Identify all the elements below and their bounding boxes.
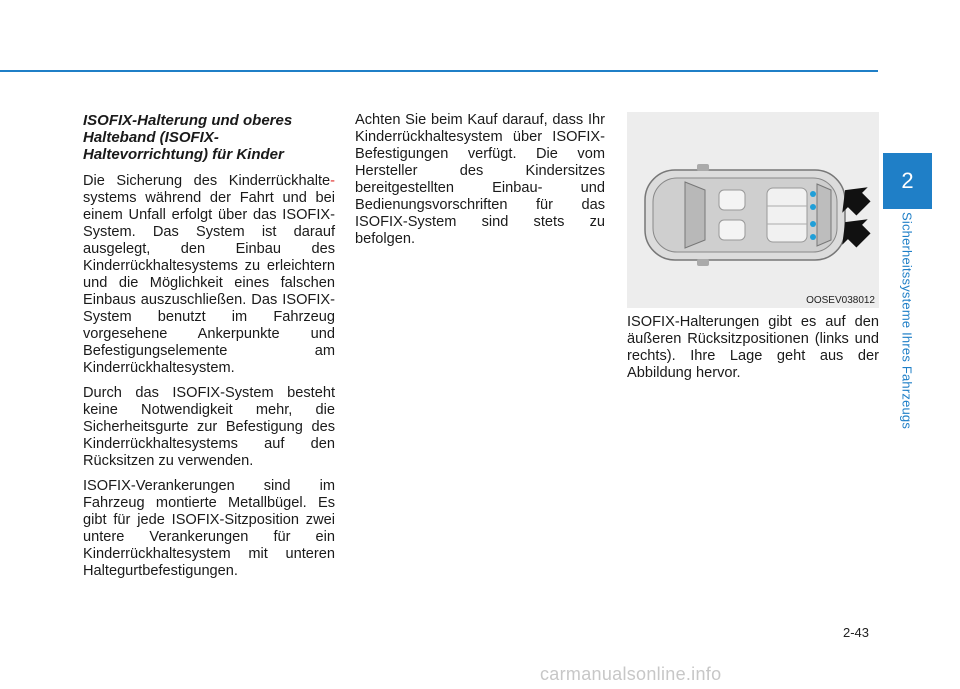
page-number: 2-43 [843,625,870,640]
chapter-tab [883,153,932,209]
chapter-title: Sicherheitssysteme Ihres Fahrzeugs [899,212,915,430]
column-middle [355,112,605,256]
chapter-title-vertical [897,212,917,472]
paragraph: Achten Sie beim Kauf darauf, dass Ihr Kinderrückhaltesystem über ISOFIX-Befestigungen verfügt. Die vom Hersteller des Kindersitzes bereitgestellten Einbau- und Bedienungsvorschriften für das ISOFIX-System sind stets zu befolgen. [355,112,605,247]
chapter-number: 2 [901,168,914,193]
paragraph: Durch das ISOFIX-System besteht keine Notwendigkeit mehr, die Sicherheitsgurte zur Befestigung des Kinderrückhaltesystems auf den Rücksitzen zu verwenden. [83,385,335,469]
paragraph: ISOFIX-Halterungen gibt es auf den äußeren Rücksitzpositionen (links und rechts). Ihre Lage geht aus der Abbildung hervor. [627,314,879,381]
hyphen-mark: - [330,173,335,189]
figure-car-isofix [627,112,879,308]
paragraph: ISOFIX-Verankerungen sind im Fahrzeug montierte Metallbügel. Es gibt für jede ISOFIX-Sitzposition zwei untere Verankerungen für ein Kinderrückhaltesystem mit unteren Haltegurtbefestigungen. [83,478,335,579]
section-heading: ISOFIX-Halterung und oberes Halteband (ISOFIX-Haltevorrichtung) für Kinder [83,112,293,163]
car-topview-icon [627,112,879,308]
paragraph [83,173,335,377]
header-rule [0,70,878,72]
column-right [627,314,879,390]
column-left [83,112,335,588]
paragraph-text: systems während der Fahrt und bei einem Unfall erfolgt über das ISOFIX-System. Das System ist darauf ausgelegt, den Einbau des Kinderrückhaltesystems zu erleichtern und die Möglichkeit eines falschen Einbaus auszuschließen. Das ISOFIX-System benutzt im Fahrzeug vorgesehene Ankerpunkte und Befestigungselemente am Kinderrückhaltesystem. [83,190,335,376]
watermark: carmanualsonline.info [540,664,722,684]
figure-code: OOSEV038012 [806,295,875,306]
paragraph-text: Die Sicherung des Kinderrückhalte [83,173,331,189]
